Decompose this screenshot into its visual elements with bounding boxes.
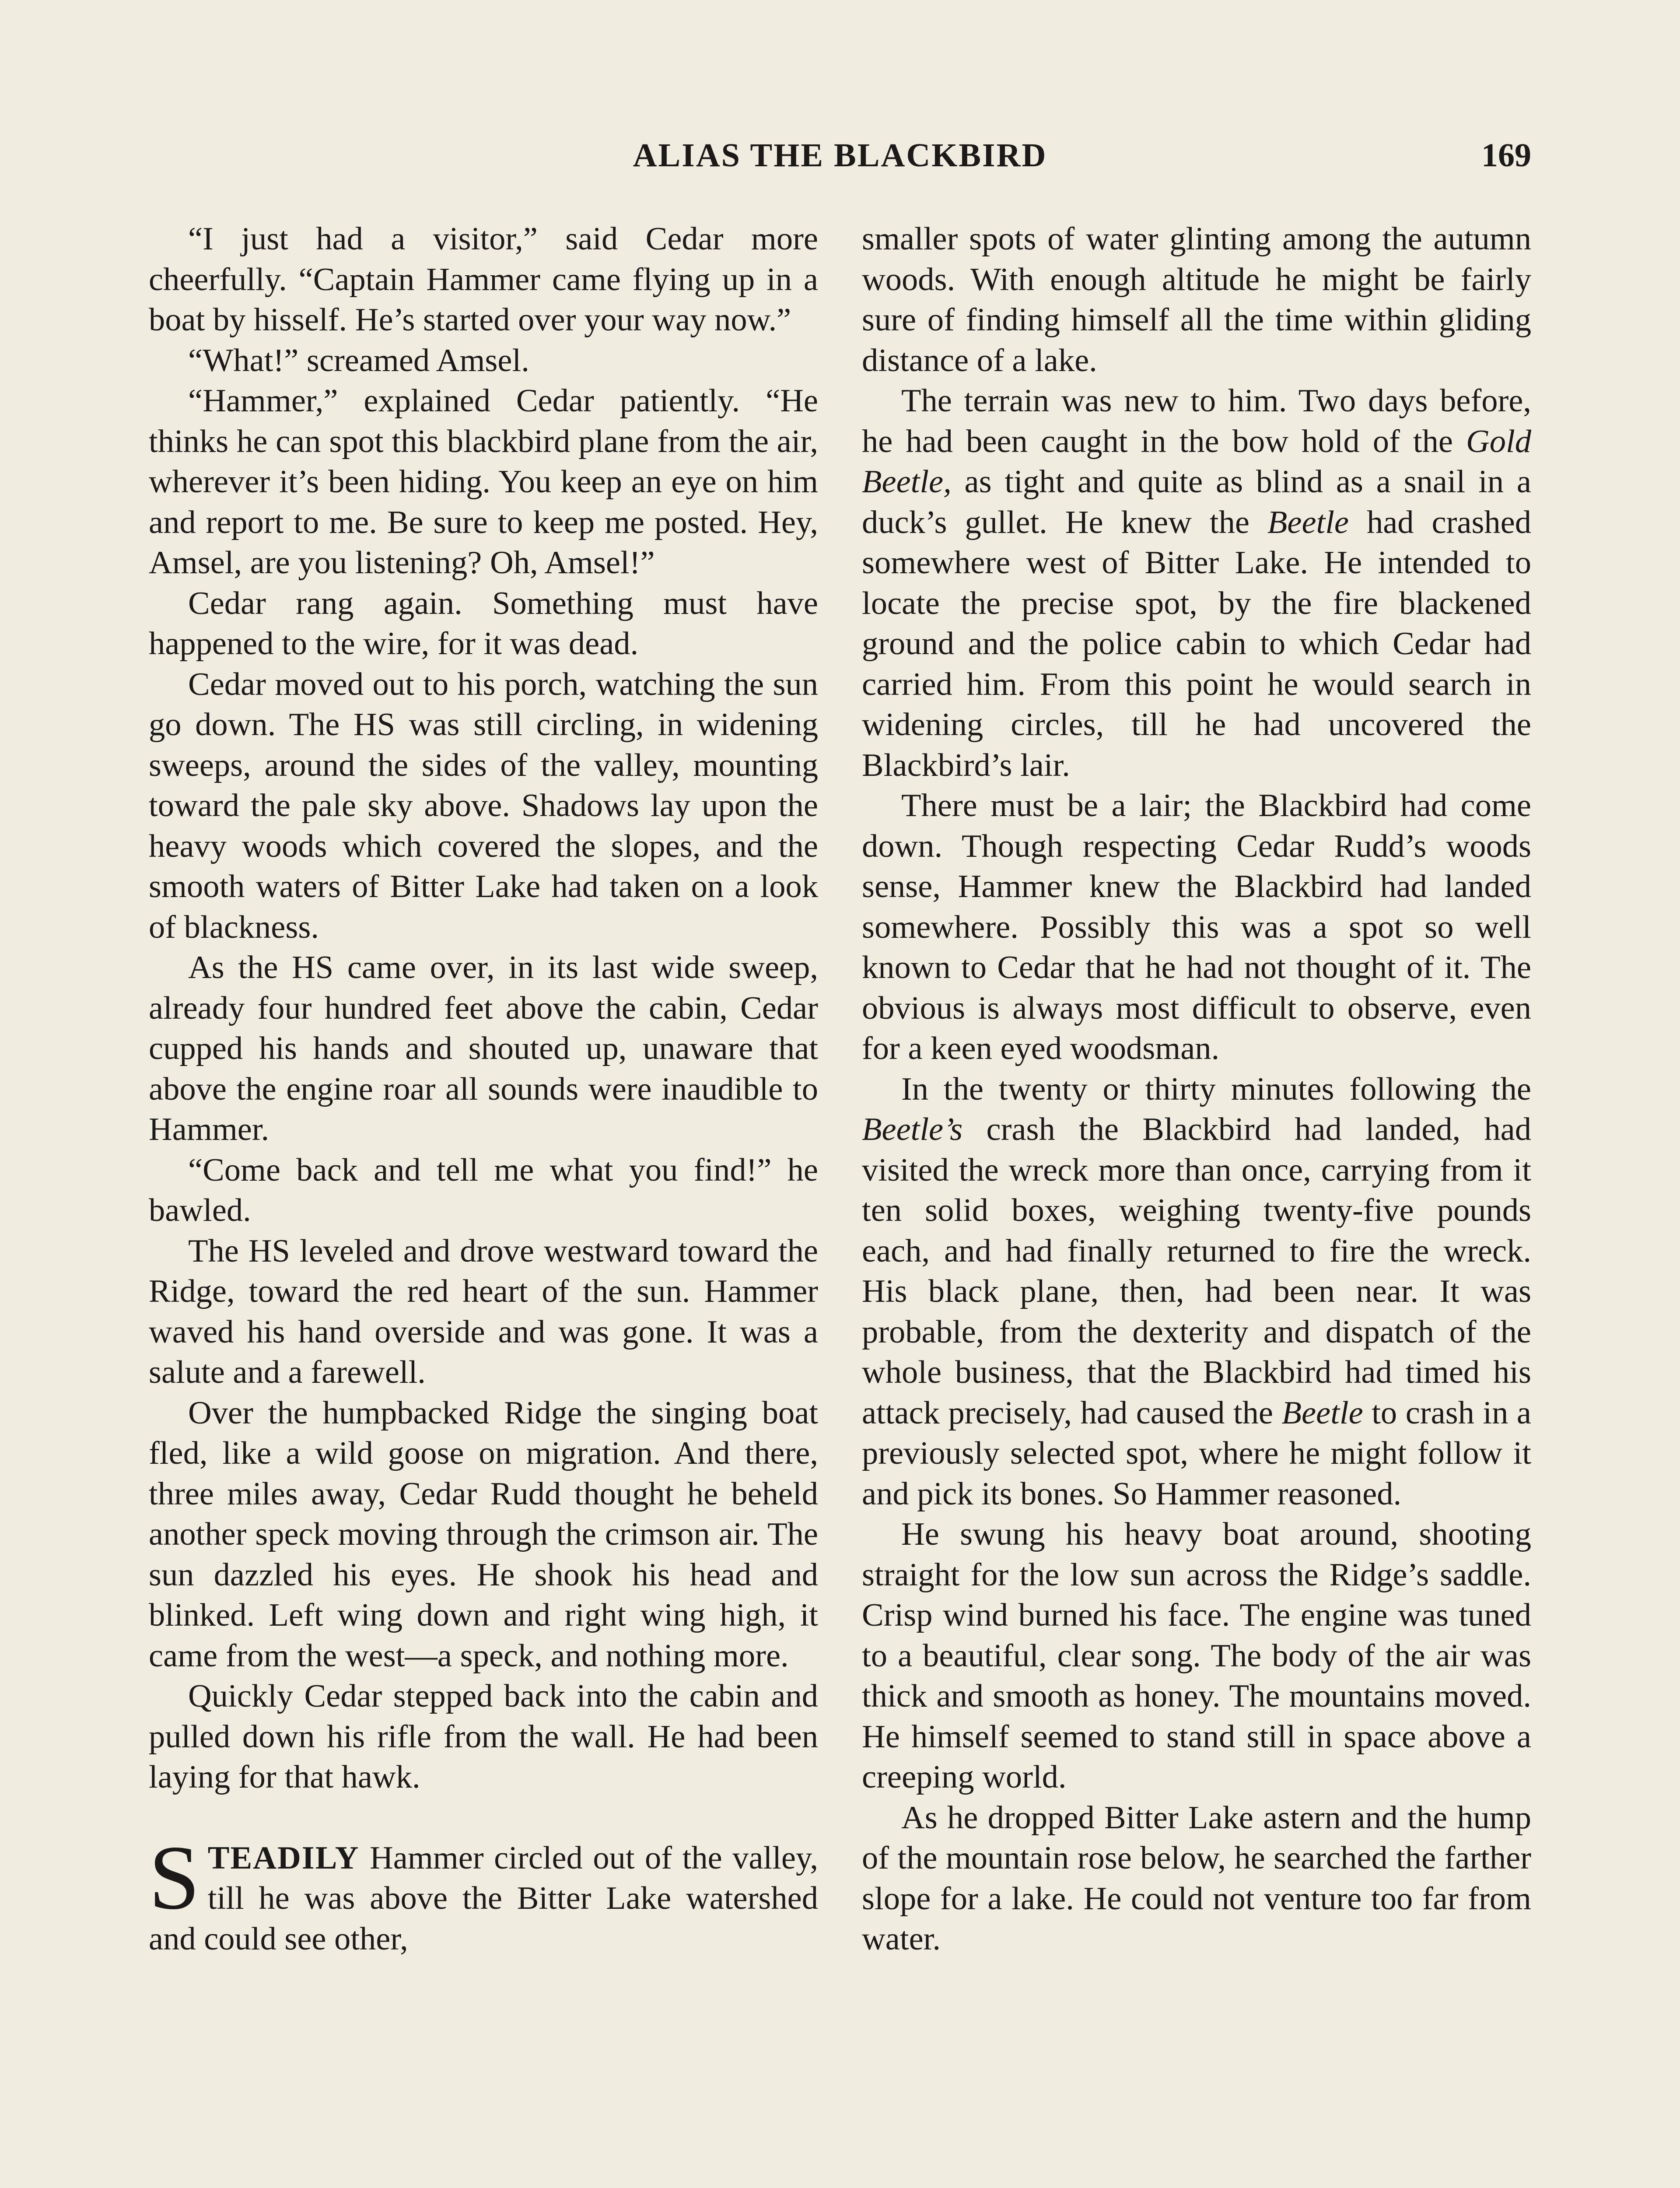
right-column <box>862 219 1531 1960</box>
running-title: ALIAS THE BLACKBIRD <box>633 137 1047 174</box>
section-text: Hammer circled out of the valley, till he was above the Bitter Lake watershed and could see other, <box>149 1840 818 1957</box>
text-run: to crash in a previously selected spot, where he might follow it and pick its bones. So Hammer reasoned. <box>862 1395 1531 1512</box>
paragraph: Cedar moved out to his porch, watching the sun go down. The HS was still circling, in widening sweeps, around the sides of the valley, mounting toward the pale sky above. Shadows lay upon the heavy woods which covered the slopes, and the smooth waters of Bitter Lake had taken on a look of blackness. <box>149 666 818 945</box>
paragraph: The HS leveled and drove westward toward the Ridge, toward the red heart of the sun. Hammer waved his hand overside and was gone. It was a salute and a farewell. <box>149 1233 818 1390</box>
paragraph: “I just had a visitor,” said Cedar more cheerfully. “Captain Hammer came flying up in a boat by hisself. He’s started over your way now.” <box>149 221 818 338</box>
ship-name-italic: Beetle’s <box>862 1112 963 1147</box>
drop-cap: S <box>149 1827 200 1929</box>
paragraph: Quickly Cedar stepped back into the cabin and pulled down his rifle from the wall. He had been laying for that hawk. <box>149 1678 818 1795</box>
paragraph-dropped: As he dropped Bitter Lake astern and the hump of the mountain rose below, he searched the farther slope for a lake. He could not venture too far from water. <box>862 1799 1531 1957</box>
text-run: had crashed somewhere west of Bitter Lake. He intended to locate the precise spot, by the fire blackened ground and the police cabin to which Cedar had carried him. From this point he would search in widening circles, till he had uncovered the Blackbird’s lair. <box>862 504 1532 783</box>
ship-name-italic: Beetle <box>1267 504 1349 540</box>
paragraph-crash <box>862 1069 1531 1515</box>
paragraph-swung: He swung his heavy boat around, shooting straight for the low sun across the Ridge’s saddle. Crisp wind burned his face. The engine was tuned to a beautiful, clear song. The body of the air was thick and smooth as honey. The mountains moved. He himself seemed to stand still in space above a creeping world. <box>862 1516 1531 1795</box>
paragraph: As the HS came over, in its last wide sweep, already four hundred feet above the cabin, Cedar cupped his hands and shouted up, unaware that above the engine roar all sounds were inaudible to Hammer. <box>149 950 818 1147</box>
text-run: as tight and quite as blind as a snail in a duck’s gullet. He knew the <box>862 464 1531 540</box>
text-run: In the twenty or thirty minutes following the <box>901 1071 1531 1107</box>
paragraph: “Hammer,” explained Cedar patiently. “He thinks he can spot this blackbird plane from the air, wherever it’s been hiding. You keep an eye on him and report to me. Be sure to keep me posted. Hey, Amsel, are you listening? Oh, Amsel!” <box>149 383 818 581</box>
text-run: The terrain was new to him. Two days before, he had been caught in the bow hold of the <box>862 383 1531 459</box>
ship-name-italic: Gold Beetle, <box>862 423 1531 500</box>
continued-paragraph: smaller spots of water glinting among the autumn woods. With enough altitude he might be fairly sure of finding himself all the time within gliding distance of a lake. <box>862 221 1531 379</box>
paragraph-lair: There must be a lair; the Blackbird had come down. Though respecting Cedar Rudd’s woods sense, Hammer knew the Blackbird had landed somewhere. Possibly this was a spot so well known to Cedar that he had not thought of it. The obvious is always most difficult to observe, even for a keen eyed woodsman. <box>862 788 1531 1066</box>
lead-in-caps: TEADILY <box>207 1840 360 1876</box>
ship-name-italic: Beetle <box>1281 1395 1363 1431</box>
running-head <box>149 131 1531 179</box>
paragraph: “What!” screamed Amsel. <box>188 342 529 379</box>
paragraph: Over the humpbacked Ridge the singing boat fled, like a wild goose on migration. And there, three miles away, Cedar Rudd thought he beheld another speck moving through the crimson air. The sun dazzled his eyes. He shook his head and blinked. Left wing down and right wing high, it came from the west—a speck, and nothing more. <box>149 1395 818 1674</box>
left-column <box>149 219 818 1959</box>
paragraph-terrain <box>862 381 1531 785</box>
paragraph: “Come back and tell me what you find!” he bawled. <box>149 1152 818 1228</box>
section-opening-paragraph <box>149 1827 818 1960</box>
page-number: 169 <box>1481 137 1531 174</box>
paragraph: Cedar rang again. Something must have happened to the wire, for it was dead. <box>149 585 818 662</box>
text-run: crash the Blackbird had landed, had visited the wreck more than once, carrying from it ten solid boxes, weighing twenty-five pounds each, and had finally returned to fire the wreck. His black plane, then, had been near. It was probable, from the dexterity and dispatch of the whole business, that the Blackbird had timed his attack precisely, had caused the <box>862 1112 1531 1431</box>
